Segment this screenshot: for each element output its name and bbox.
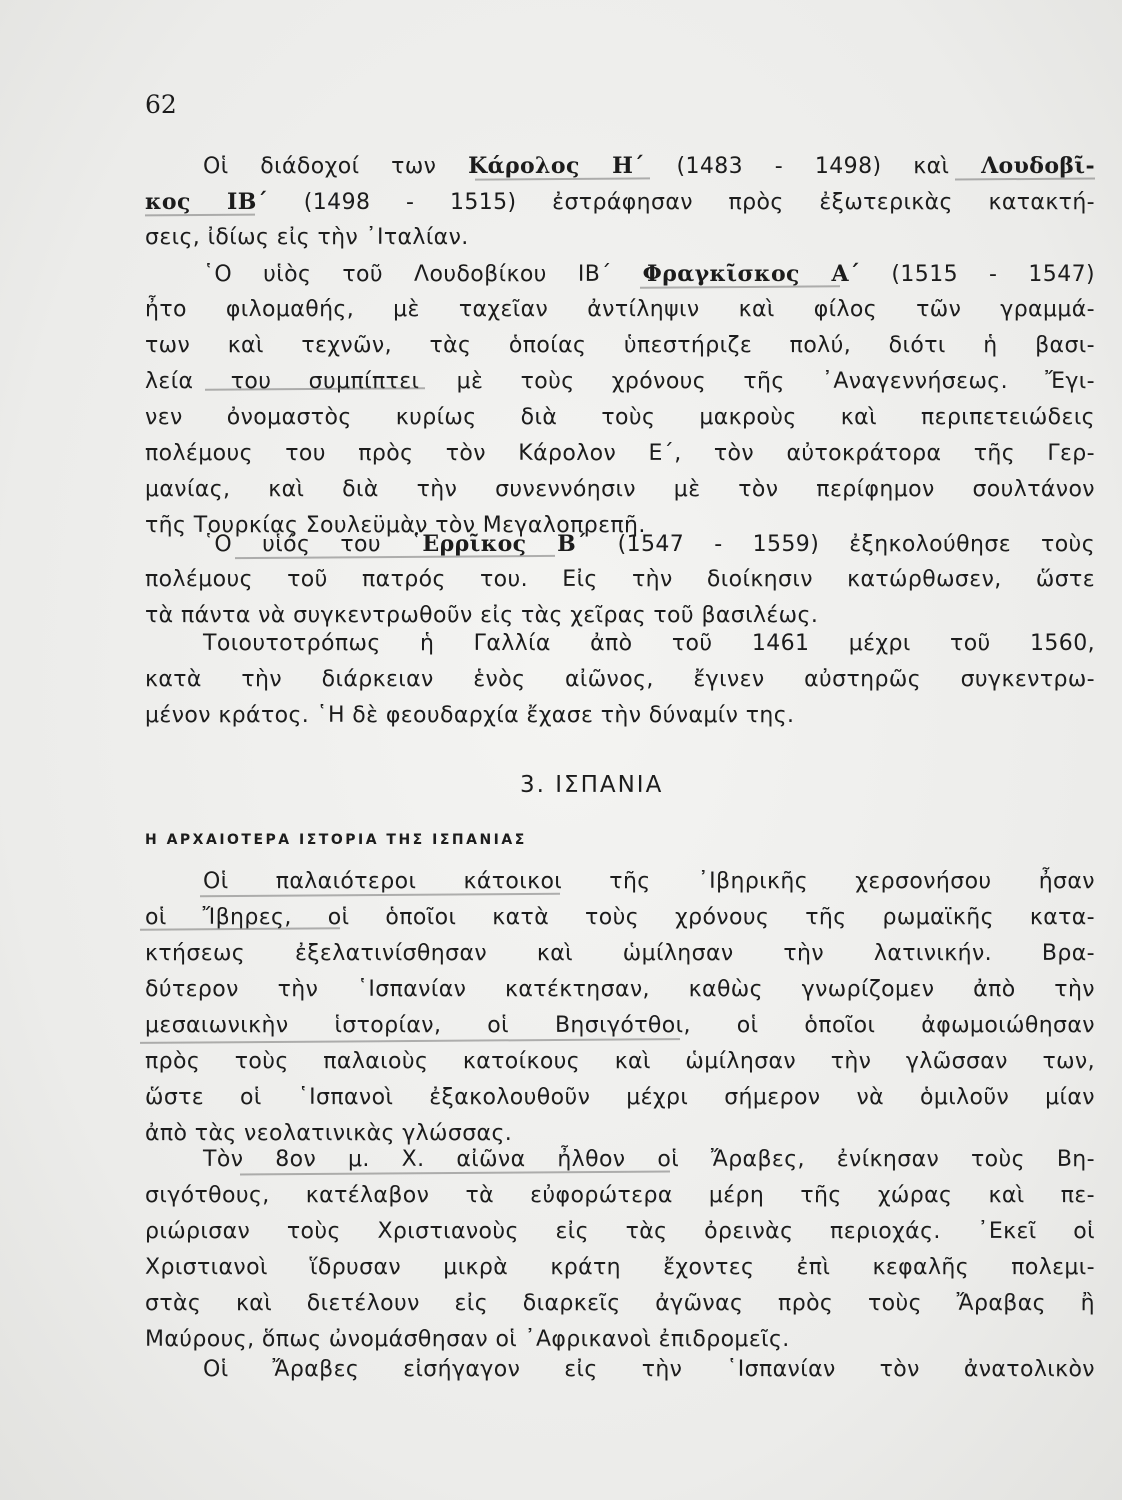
paragraph-francis — [145, 256, 1095, 544]
text-line: Τὸν 8ον μ. Χ. αἰῶνα ἦλθον οἱ Ἄραβες, ἐνίκησαν τοὺς Βη- — [203, 1147, 1095, 1172]
text-line: των καὶ τεχνῶν, τὰς ὁποίας ὑπεστήριζε πολύ, διότι ἡ βασι- — [145, 333, 1095, 358]
name-errikos: ῾Ερρῖκος Β΄ — [411, 531, 588, 557]
text-line: μανίας, καὶ διὰ τὴν συνεννόησιν μὲ τὸν περίφημον σουλτάνον — [145, 477, 1095, 502]
text-line: τῆς Τουρκίας Σουλεϋμὰν τὸν Μεγαλοπρεπῆ. — [145, 513, 646, 538]
text-line: ῾Ο υἱός του ῾Ερρῖκος Β΄ (1547 - 1559) ἐξηκολούθησε τοὺς — [203, 531, 1095, 557]
text-line: σιγότθους, κατέλαβον τὰ εὐφορώτερα μέρη τῆς χώρας καὶ πε- — [145, 1183, 1095, 1208]
text-line: πολέμους του πρὸς τὸν Κάρολον Ε΄, τὸν αὐτοκράτορα τῆς Γερ- — [145, 441, 1095, 466]
text-line: οἱ Ἴβηρες, οἱ ὁποῖοι κατὰ τοὺς χρόνους τῆς ρωμαϊκῆς κατα- — [145, 905, 1095, 930]
text-line: ριώρισαν τοὺς Χριστιανοὺς εἰς τὰς ὀρεινὰς περιοχάς. ᾿Εκεῖ οἱ — [145, 1219, 1095, 1244]
text-line: κος ΙΒ΄ (1498 - 1515) ἐστράφησαν πρὸς ἐξωτερικὰς κατακτή- — [145, 189, 1095, 215]
text-line: πρὸς τοὺς παλαιοὺς κατοίκους καὶ ὡμίλησαν τὴν γλῶσσαν των, — [145, 1049, 1095, 1074]
text-line: ἦτο φιλομαθής, μὲ ταχεῖαν ἀντίληψιν καὶ φίλος τῶν γραμμά- — [145, 297, 1095, 322]
name-loudovikos: Λουδοβῖ- — [981, 153, 1095, 179]
text-line: Οἱ διάδοχοί των Κάρολος Η΄ (1483 - 1498) καὶ Λουδοβῖ- — [203, 153, 1095, 179]
subheading: Η ΑΡΧΑΙΟΤΕΡΑ ΙΣΤΟΡΙΑ ΤΗΣ ΙΣΠΑΝΙΑΣ — [145, 832, 527, 848]
page-number: 62 — [145, 90, 177, 119]
section-title: 3. ΙΣΠΑΝΙΑ — [520, 772, 664, 798]
name-karolos: Κάρολος Η΄ — [468, 153, 645, 179]
text-line: ἀπὸ τὰς νεολατινικὰς γλώσσας. — [145, 1121, 513, 1146]
paragraph-successors — [145, 148, 1095, 256]
text-line: μεσαιωνικὴν ἱστορίαν, οἱ Βησιγότθοι, οἱ ὁποῖοι ἀφωμοιώθησαν — [145, 1013, 1095, 1038]
text-line: Οἱ Ἄραβες εἰσήγαγον εἰς τὴν ῾Ισπανίαν τὸν ἀνατολικὸν — [203, 1357, 1095, 1382]
text-line: δύτερον τὴν ῾Ισπανίαν κατέκτησαν, καθὼς γνωρίζομεν ἀπὸ τὴν — [145, 977, 1095, 1002]
text-line: μένον κράτος. ῾Η δὲ φεουδαρχία ἔχασε τὴν δύναμίν της. — [145, 703, 795, 728]
text-line: Μαύρους, ὅπως ὠνομάσθησαν οἱ ᾿Αφρικανοὶ ἐπιδρομεῖς. — [145, 1327, 790, 1352]
text-line: νεν ὀνομαστὸς κυρίως διὰ τοὺς μακροὺς καὶ περιπετειώδεις — [145, 405, 1095, 430]
text-line: κατὰ τὴν διάρκειαν ἑνὸς αἰῶνος, ἔγινεν αὐστηρῶς συγκεντρω- — [145, 667, 1095, 692]
paragraph-conclusion — [145, 626, 1095, 734]
text-line: στὰς καὶ διετέλουν εἰς διαρκεῖς ἀγῶνας πρὸς τοὺς Ἄραβας ἢ — [145, 1291, 1095, 1316]
paragraph-arab-culture — [145, 1352, 1095, 1388]
text-line: τὰ πάντα νὰ συγκεντρωθοῦν εἰς τὰς χεῖρας τοῦ βασιλέως. — [145, 603, 819, 628]
text-line: κτήσεως ἐξελατινίσθησαν καὶ ὡμίλησαν τὴν λατινικήν. Βρα- — [145, 941, 1095, 966]
text-line: λεία του συμπίπτει μὲ τοὺς χρόνους τῆς ᾿Αναγεννήσεως. Ἔγι- — [145, 369, 1095, 394]
text-line: Τοιουτοτρόπως ἡ Γαλλία ἀπὸ τοῦ 1461 μέχρι τοῦ 1560, — [203, 631, 1095, 656]
name-fragkiskos: Φραγκῖσκος Α΄ — [642, 261, 861, 287]
paragraph-iberians — [145, 864, 1095, 1152]
text-line: ῾Ο υἱὸς τοῦ Λουδοβίκου ΙΒ΄ Φραγκῖσκος Α΄ (1515 - 1547) — [203, 261, 1095, 287]
text-line: Οἱ παλαιότεροι κάτοικοι τῆς ᾿Ιβηρικῆς χερσονήσου ἦσαν — [203, 869, 1095, 894]
text-line: σεις, ἰδίως εἰς τὴν ᾿Ιταλίαν. — [145, 225, 469, 250]
text-line: ὥστε οἱ ῾Ισπανοὶ ἐξακολουθοῦν μέχρι σήμερον νὰ ὁμιλοῦν μίαν — [145, 1085, 1095, 1110]
paragraph-henry — [145, 526, 1095, 634]
text-line: πολέμους τοῦ πατρός του. Εἰς τὴν διοίκησιν κατώρθωσεν, ὥστε — [145, 567, 1095, 592]
text-line: Χριστιανοὶ ἵδρυσαν μικρὰ κράτη ἔχοντες ἐπὶ κεφαλῆς πολεμι- — [145, 1255, 1095, 1280]
